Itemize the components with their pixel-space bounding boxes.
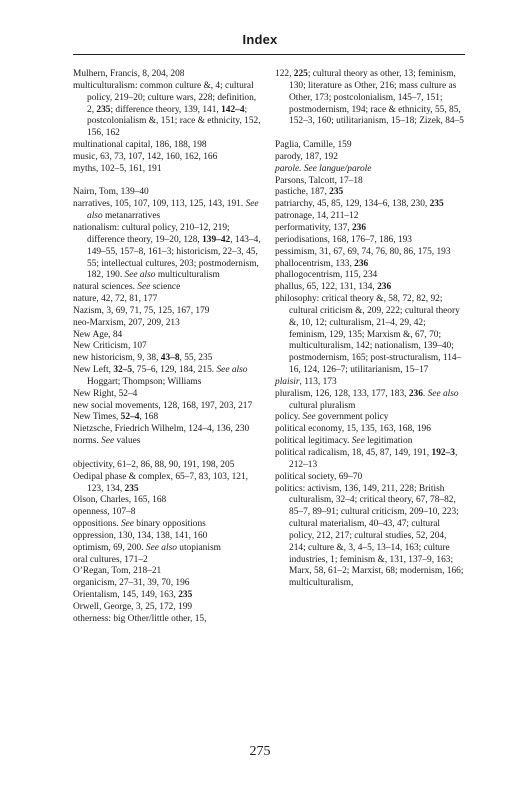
index-entry: new historicism, 9, 38, 43–8, 55, 235	[73, 353, 213, 364]
index-entry: periodisations, 168, 176–7, 186, 193	[275, 234, 412, 245]
index-entry: political society, 69–70	[275, 471, 363, 482]
index-entry: objectivity, 61–2, 86, 88, 90, 191, 198, 205	[73, 459, 235, 470]
index-entry: optimism, 69, 200. See also utopianism	[73, 542, 221, 553]
index-entry: Mulhern, Francis, 8, 204, 208	[73, 69, 185, 79]
index-entry: Paglia, Camille, 159	[275, 140, 352, 151]
index-entry: oppositions. See binary oppositions	[73, 519, 206, 530]
index-entry: oral cultures, 171–2	[73, 554, 148, 565]
index-entry: patriarchy, 45, 85, 129, 134–6, 138, 230, 235	[275, 199, 444, 210]
index-entry: parole. See langue/parole	[275, 163, 372, 174]
index-entry: new social movements, 128, 168, 197, 203, 217	[73, 400, 253, 411]
letter-group-gap	[275, 128, 465, 140]
index-column-left	[73, 69, 263, 626]
page-number: 275	[249, 744, 271, 759]
index-entry: narratives, 105, 107, 109, 113, 125, 143, 191. See also metanarratives	[73, 199, 259, 222]
index-entry: Nietzsche, Friedrich Wilhelm, 124–4, 136, 230	[73, 424, 250, 435]
index-entry: organicism, 27–31, 39, 70, 196	[73, 578, 190, 589]
index-entry: nature, 42, 72, 81, 177	[73, 294, 158, 305]
index-entry: otherness: big Other/little other, 15,	[73, 613, 207, 624]
index-entry: New Right, 52–4	[73, 388, 138, 399]
index-entry: pessimism, 31, 67, 69, 74, 76, 80, 86, 175, 193	[275, 246, 451, 257]
index-entry: policy. See government policy	[275, 412, 389, 423]
index-entry: political legitimacy. See legitimation	[275, 436, 413, 447]
index-entry: oppression, 130, 134, 138, 141, 160	[73, 530, 208, 541]
index-entry: plaisir, 113, 173	[275, 376, 337, 387]
index-entry: nationalism: cultural policy, 210–12, 219; difference theory, 19–20, 128, 139–42, 143–4, 149–55, 157–8, 161–3; historicism, 22–3, 45, 55; intellectual cultures, 203; postmodernism, 182, 190. See also multiculturalism	[73, 222, 261, 281]
index-entry: New Times, 52–4, 168	[73, 412, 159, 423]
index-entry: patronage, 14, 211–12	[275, 211, 359, 222]
index-entry: openness, 107–8	[73, 507, 136, 518]
index-entry: myths, 102–5, 161, 191	[73, 163, 162, 174]
index-entry: multiculturalism: common culture &, 4; cultural policy, 219–20; culture wars, 228; definition, 2, 235; difference theory, 139, 141, 142–4; postcolonialism &, 151; race & ethnicity, 152, 156, 162	[73, 80, 261, 139]
index-entry: 122, 225; cultural theory as other, 13; feminism, 130; literature as Other, 216; mass culture as Other, 173; postcolonialism, 145–7, 151; postmodernism, 194; race & ethnicity, 55, 85, 152–3, 160; utilitarianism, 15–18; Zizek, 84–5	[275, 69, 464, 127]
index-entry: philosophy: critical theory &, 58, 72, 82, 92; cultural criticism &, 209, 222; cultural theory &, 10, 12; culturalism, 21–4, 29, 42; feminism, 129, 135; Marxism &, 67, 70; multiculturalism, 142; nationalism, 139–40; postmodernism, 165; post-structuralism, 114–16, 124, 126–7; utilitarianism, 15–17	[275, 294, 462, 376]
header-rule	[73, 54, 465, 55]
index-entry: New Criticism, 107	[73, 341, 147, 352]
index-entry: pastiche, 187, 235	[275, 187, 344, 198]
index-entry: neo-Marxism, 207, 209, 213	[73, 317, 180, 328]
index-entry: performativity, 137, 236	[275, 222, 367, 233]
index-entry: New Age, 84	[73, 329, 123, 340]
index-columns	[73, 69, 465, 626]
index-entry: Orwell, George, 3, 25, 172, 199	[73, 601, 193, 612]
index-entry: natural sciences. See science	[73, 282, 181, 293]
index-entry: phallocentrism, 133, 236	[275, 258, 369, 269]
index-entry: parody, 187, 192	[275, 151, 338, 162]
index-entry: pluralism, 126, 128, 133, 177, 183, 236. See also cultural pluralism	[275, 388, 459, 411]
index-entry: O’Regan, Tom, 218–21	[73, 566, 162, 577]
index-entry: Parsons, Talcott, 17–18	[275, 175, 363, 186]
index-entry: music, 63, 73, 107, 142, 160, 162, 166	[73, 151, 218, 162]
letter-group-gap	[73, 448, 263, 460]
index-entry: norms. See values	[73, 436, 141, 447]
index-entry: phallogocentrism, 115, 234	[275, 270, 378, 281]
index-entry: New Left, 32–5, 75–6, 129, 184, 215. See also Hoggart; Thompson; Williams	[73, 365, 248, 387]
index-entry: politics: activism, 136, 149, 211, 228; British culturalism, 32–4; critical theory, 67, 78–82, 85–7, 89–91; cultural criticism, 209–10, 223; cultural materialism, 40–43, 47; cultural policy, 212, 217; cultural studies, 52, 204, 214; culture &, 3, 4–5, 13–14, 163; culture industries, 1; feminism &, 131, 137–9, 163; Marx, 58, 61–2; Marxist, 68; modernism, 166; multiculturalism,	[275, 483, 464, 589]
index-entry: phallus, 65, 122, 131, 134, 236	[275, 282, 392, 293]
running-head: Index	[242, 32, 278, 47]
letter-group-gap	[73, 176, 263, 188]
index-entry: Nairn, Tom, 139–40	[73, 187, 149, 198]
index-column-right	[275, 69, 465, 626]
index-entry: Oedipal phase & complex, 65–7, 83, 103, 121, 123, 134, 235	[73, 471, 248, 494]
index-entry: Olson, Charles, 165, 168	[73, 495, 167, 506]
index-entry: Orientalism, 145, 149, 163, 235	[73, 590, 193, 601]
index-entry: Nazism, 3, 69, 71, 75, 125, 167, 179	[73, 305, 210, 316]
index-entry: political economy, 15, 135, 163, 168, 196	[275, 424, 431, 435]
index-entry: political radicalism, 18, 45, 87, 149, 191, 192–3, 212–13	[275, 448, 458, 470]
index-entry: multinational capital, 186, 188, 198	[73, 140, 207, 151]
